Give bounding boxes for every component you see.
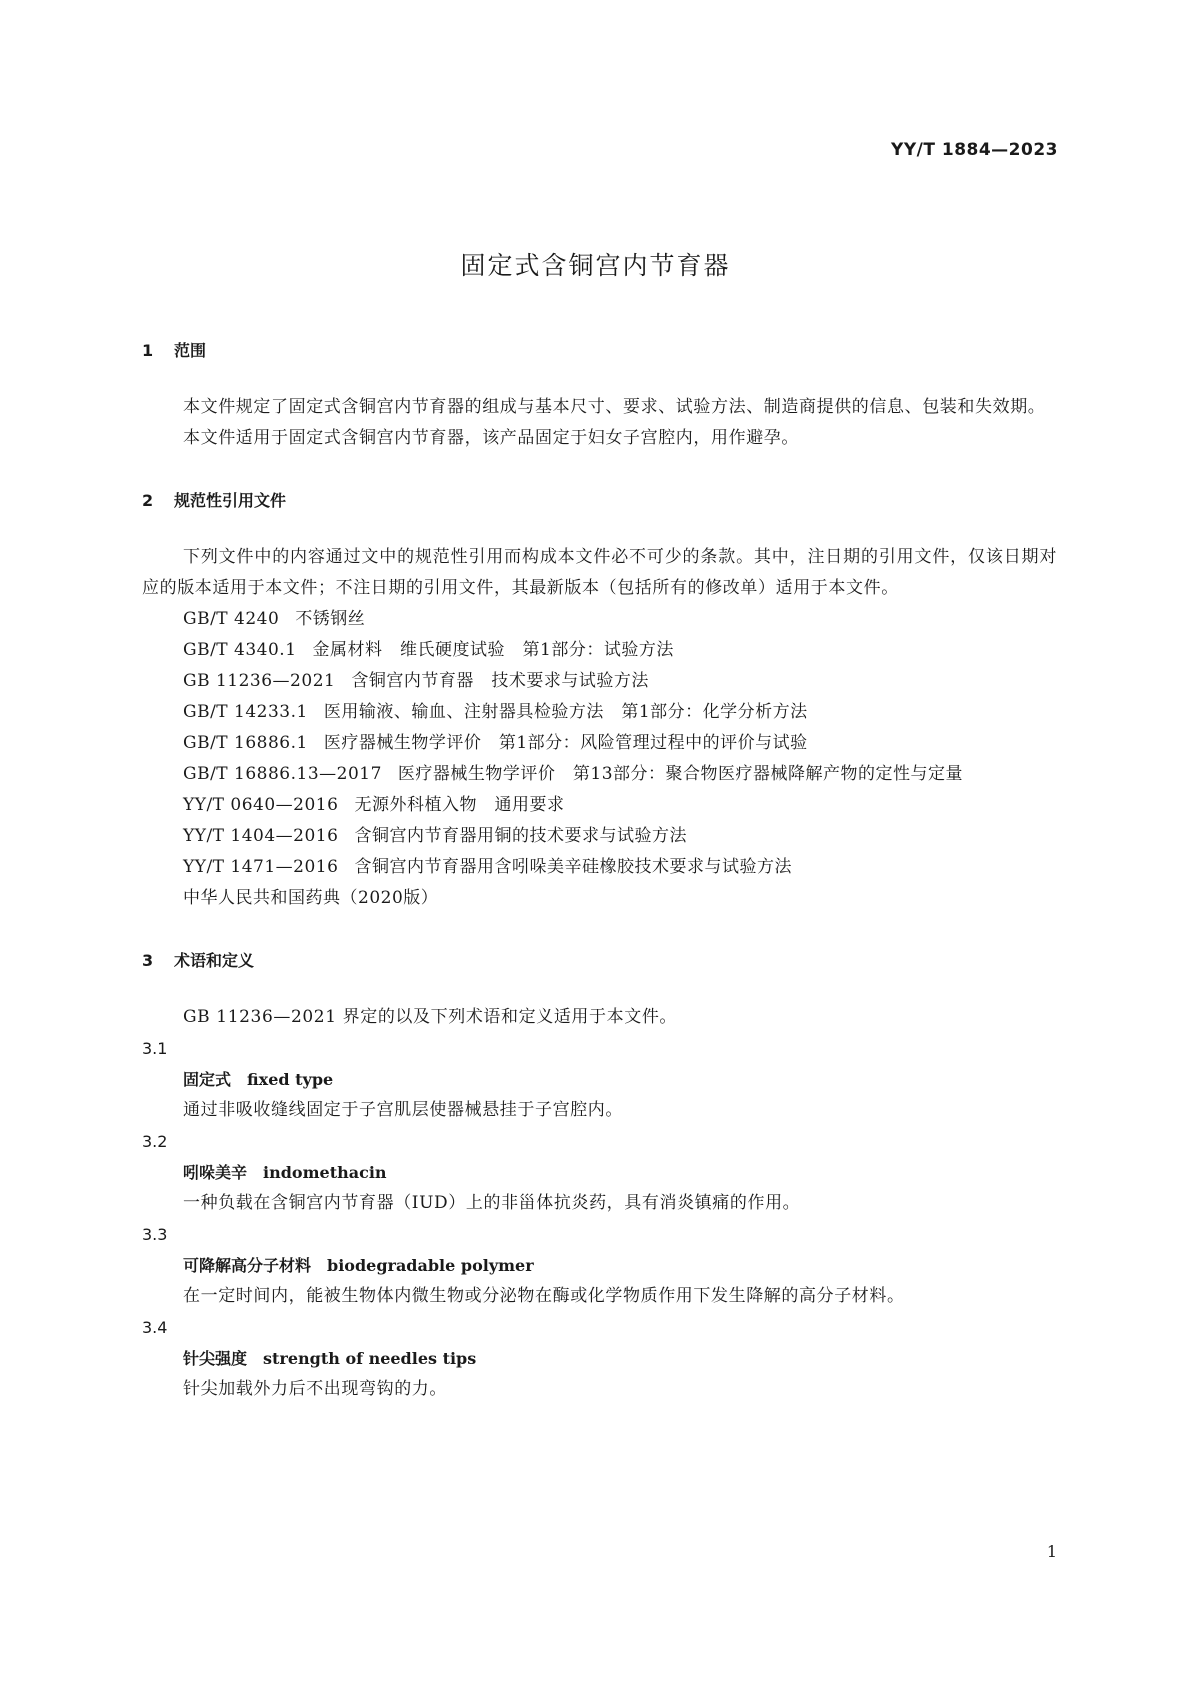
term-name (142, 1250, 1057, 1281)
reference-title: 医疗器械生物学评价 第1部分：风险管理过程中的评价与试验 (323, 733, 808, 753)
reference-code: YY/T 0640—2016 (183, 795, 339, 815)
standard-code: YY/T 1884—2023 (891, 140, 1058, 160)
reference-item (142, 604, 1057, 635)
reference-item (142, 697, 1057, 728)
term-number: 3.1 (142, 1039, 168, 1058)
term-definition: 针尖加载外力后不出现弯钩的力。 (183, 1379, 447, 1399)
term-definition: 在一定时间内，能被生物体内微生物或分泌物在酶或化学物质作用下发生降解的高分子材料。 (183, 1286, 905, 1306)
section-number: 3 (142, 951, 154, 970)
reference-title: 医疗器械生物学评价 第13部分：聚合物医疗器械降解产物的定性与定量 (397, 764, 964, 784)
section-heading-scope (142, 340, 1057, 362)
section-heading-normative-references (142, 490, 1057, 512)
term-number: 3.3 (142, 1225, 168, 1244)
term-en: biodegradable polymer (327, 1256, 534, 1275)
reference-item (142, 790, 1057, 821)
term-name (142, 1343, 1057, 1374)
reference-code: GB/T 14233.1 (183, 702, 308, 722)
term-name (142, 1064, 1057, 1095)
normative-intro: 下列文件中的内容通过文中的规范性引用而构成本文件必不可少的条款。其中，注日期的引用文件，仅该日期对应的版本适用于本文件；不注日期的引用文件，其最新版本（包括所有的修改单）适用于本文件。 (142, 547, 1057, 598)
term-name (142, 1157, 1057, 1188)
reference-title: 含铜宫内节育器 技术要求与试验方法 (351, 671, 649, 691)
section-heading-terms (142, 950, 1057, 972)
reference-item (142, 821, 1057, 852)
term-en: fixed type (247, 1070, 334, 1089)
document-title: 固定式含铜宫内节育器 (460, 251, 731, 280)
reference-title: 医用输液、输血、注射器具检验方法 第1部分：化学分析方法 (323, 702, 808, 722)
document-body (142, 340, 1057, 1405)
reference-title: 含铜宫内节育器用含吲哚美辛硅橡胶技术要求与试验方法 (354, 857, 792, 877)
section-number: 1 (142, 341, 154, 360)
scope-paragraph: 本文件适用于固定式含铜宫内节育器，该产品固定于妇女子宫腔内，用作避孕。 (183, 428, 799, 448)
reference-title: 无源外科植入物 通用要求 (354, 795, 565, 815)
term-en: strength of needles tips (263, 1349, 477, 1368)
reference-item (142, 635, 1057, 666)
section-number: 2 (142, 491, 154, 510)
section-title: 规范性引用文件 (174, 491, 287, 510)
reference-title: 不锈钢丝 (295, 609, 366, 629)
term-definition: 一种负载在含铜宫内节育器（IUD）上的非甾体抗炎药，具有消炎镇痛的作用。 (183, 1193, 801, 1213)
reference-item (142, 883, 1057, 914)
section-title: 术语和定义 (174, 951, 255, 970)
reference-item (142, 852, 1057, 883)
scope-paragraph: 本文件规定了固定式含铜宫内节育器的组成与基本尺寸、要求、试验方法、制造商提供的信息、包装和失效期。 (183, 397, 1046, 417)
reference-code: GB/T 4240 (183, 609, 280, 629)
reference-item (142, 728, 1057, 759)
term-zh: 吲哚美辛 (183, 1163, 248, 1182)
reference-code: GB/T 4340.1 (183, 640, 297, 660)
page-number: 1 (1046, 1542, 1057, 1561)
term-number: 3.2 (142, 1132, 168, 1151)
terms-intro: GB 11236—2021 界定的以及下列术语和定义适用于本文件。 (183, 1007, 678, 1027)
reference-item (142, 666, 1057, 697)
reference-code: GB/T 16886.13—2017 (183, 764, 382, 784)
term-number: 3.4 (142, 1318, 168, 1337)
reference-title: 金属材料 维氏硬度试验 第1部分：试验方法 (312, 640, 674, 660)
section-title: 范围 (174, 341, 207, 360)
reference-code: YY/T 1471—2016 (183, 857, 339, 877)
reference-code: GB/T 16886.1 (183, 733, 308, 753)
reference-item (142, 759, 1057, 790)
term-zh: 可降解高分子材料 (183, 1256, 312, 1275)
term-en: indomethacin (263, 1163, 387, 1182)
term-zh: 固定式 (183, 1070, 232, 1089)
reference-title: 中华人民共和国药典（2020版） (183, 888, 439, 908)
term-definition: 通过非吸收缝线固定于子宫肌层使器械悬挂于子宫腔内。 (183, 1100, 623, 1120)
reference-code: GB 11236—2021 (183, 671, 336, 691)
reference-code: YY/T 1404—2016 (183, 826, 339, 846)
reference-title: 含铜宫内节育器用铜的技术要求与试验方法 (354, 826, 687, 846)
term-zh: 针尖强度 (183, 1349, 248, 1368)
